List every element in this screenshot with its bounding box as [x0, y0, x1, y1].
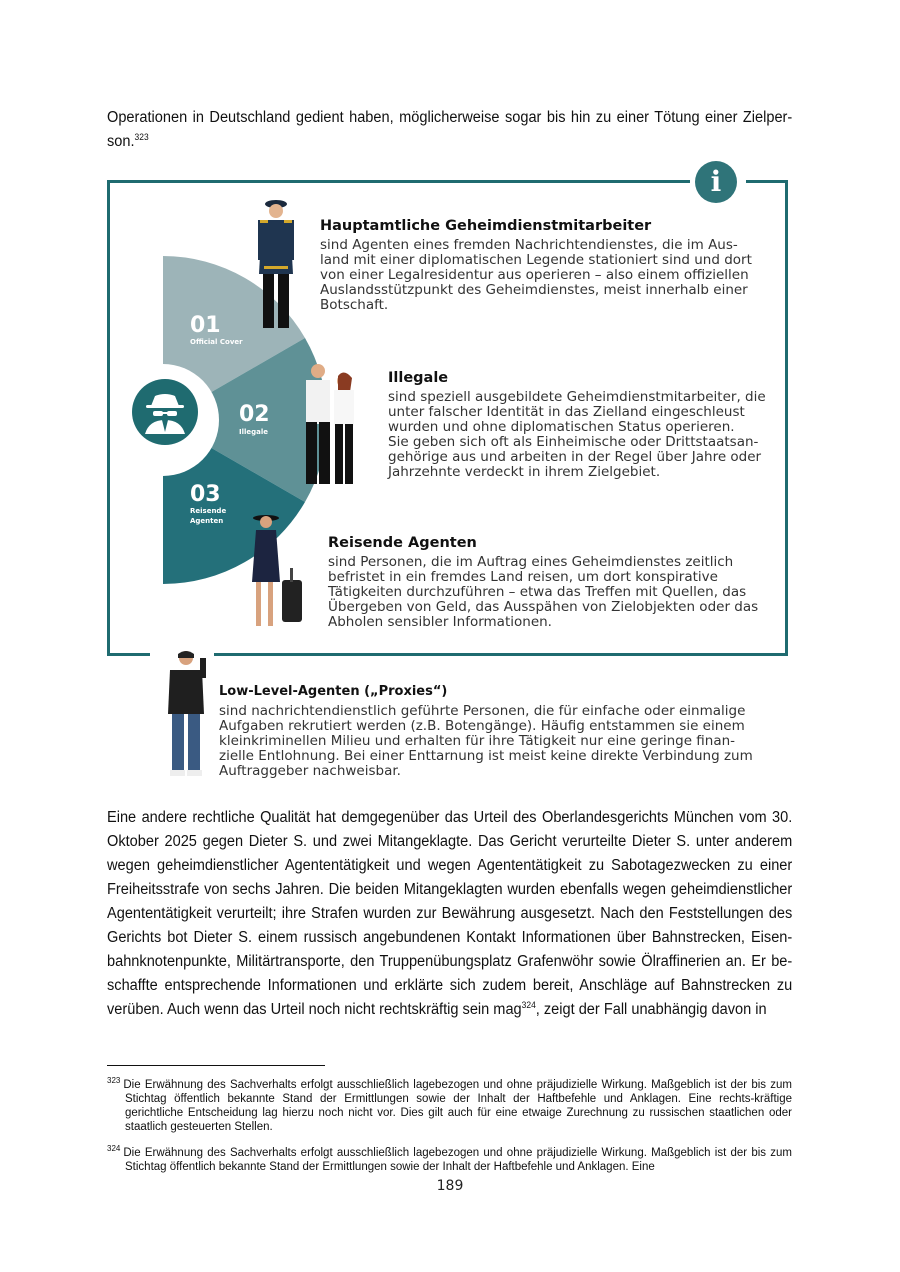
footnote-324	[107, 1142, 792, 1174]
block-reisende-agenten-text	[328, 555, 768, 630]
traveler-figure	[248, 510, 308, 630]
line: sind Agenten eines fremden Nachrichtendienstes, die im Aus-	[320, 237, 738, 253]
block-low-level-agents-heading: Low-Level-Agenten („Proxies“)	[219, 684, 448, 699]
line: Abholen sensibler Informationen.	[328, 614, 552, 630]
footnote-marker: 324	[107, 1144, 121, 1153]
line: Jahrzehnte verdeckt in ihrem Zielgebiet.	[388, 464, 661, 480]
block-official-cover-text	[320, 238, 770, 313]
main-paragraph-text-continued: , zeigt der Fall unabhängig davon in	[535, 1001, 767, 1018]
wedge-01-label: Official Cover	[190, 338, 243, 346]
wedge-01-number: 01	[190, 313, 221, 338]
main-paragraph	[107, 806, 792, 1022]
line: Sie geben sich oft als Einheimische oder Drittstaatsan-	[388, 434, 759, 450]
top-paragraph	[107, 106, 792, 154]
couple-figure	[296, 362, 370, 488]
info-icon: i	[695, 161, 737, 203]
main-paragraph-text: Eine andere rechtliche Qualität hat demgegenüber das Urteil des Oberlandesgerichts München vom 30. Oktober 2025 gegen Dieter S. und zwei Mitangeklagte. Das Gericht verurteilte Dieter S. unter anderem wegen geheimdienstlicher Agententätigkeit und wegen Agententätigkeit zu Sabotagezwecken zu einer Freiheitsstrafe von sechs Jahren. Die beiden Mitangeklagten wurden ebenfalls wegen geheimdienstlicher Agententätigkeit verurteilt; ihre Strafen wurden zur Bewährung ausgesetzt. Nach den Feststellungen des Gerichts bot Dieter S. einem russisch angebundenen Kontakt Informationen über Bahnstrecken, Eisen-bahnknotenpunkte, Militärtransporte, den Truppenübungsplatz Grafenwöhr sowie Ölraffinerien an. Er be-schaffte entsprechende Informationen und erklärte sich zudem bereit, Anschläge auf Bahnstrecken zu verüben. Auch wenn das Urteil noch nicht rechtskräftig sein mag	[107, 809, 793, 1018]
block-reisende-agenten-heading: Reisende Agenten	[328, 535, 477, 551]
line: Tätigkeiten durchzuführen – etwa das Treffen mit Quellen, das	[328, 584, 747, 600]
line: von einer Legalresidentur aus operieren – also einem offiziellen	[320, 267, 749, 283]
footnote-text: Die Erwähnung des Sachverhalts erfolgt ausschließlich lagebezogen und ohne präjudizielle Wirkung. Maßgeblich ist der bis zum Stichtag öffentlich bekannte Stand der Ermittlungen sowie der Inhalt der Haftbefehle und Anklagen. Eine	[123, 1146, 792, 1173]
footnote-323	[107, 1074, 792, 1134]
top-paragraph-text: Operationen in Deutschland gedient haben, möglicherweise sogar bis hin zu einer Tötung einer Zielper-son.	[107, 109, 793, 150]
line: land mit einer diplomatischen Legende stationiert sind und dort	[320, 252, 752, 268]
wedge-02-number: 02	[239, 402, 270, 427]
line: Auslandsstützpunkt des Geheimdienstes, meist innerhalb einer	[320, 282, 748, 298]
line: gehörige aus und arbeiten in der Regel über Jahre oder	[388, 449, 762, 465]
line: zielle Entlohnung. Bei einer Enttarnung ist meist keine direkte Verbindung zum	[219, 748, 753, 764]
block-illegale-heading: Illegale	[388, 370, 449, 386]
wedge-03-label-line2: Agenten	[190, 517, 224, 525]
block-low-level-agents	[219, 683, 779, 779]
line: unter falscher Identität in das Zielland eingeschleust	[388, 404, 745, 420]
line: Botschaft.	[320, 297, 389, 313]
footnote-rule	[107, 1065, 325, 1066]
block-illegale	[388, 369, 778, 480]
line: sind nachrichtendienstlich geführte Personen, die für einfache oder einmalige	[219, 703, 746, 719]
officer-figure	[250, 196, 302, 332]
line: Aufgaben rekrutiert werden (z.B. Botengänge). Häufig entstammen sie einem	[219, 718, 745, 734]
block-official-cover	[320, 217, 770, 313]
line: wurden und ohne diplomatischen Status operieren.	[388, 419, 735, 435]
wedge-03-number: 03	[190, 482, 221, 507]
footnote-marker: 323	[107, 1076, 121, 1085]
proxy-figure	[160, 648, 216, 780]
block-official-cover-heading: Hauptamtliche Geheimdienstmitarbeiter	[320, 218, 652, 234]
wedge-03-label-line1: Reisende	[190, 507, 227, 515]
line: sind speziell ausgebildete Geheimdienstmitarbeiter, die	[388, 389, 766, 405]
line: kleinkriminellen Milieu und erhalten für ihre Tätigkeit nur eine geringe finan-	[219, 733, 736, 749]
block-reisende-agenten	[328, 534, 768, 630]
footnote-ref-324[interactable]: 324	[521, 999, 536, 1010]
block-low-level-agents-text	[219, 704, 779, 779]
line: Übergeben von Geld, das Ausspähen von Zielobjekten oder das	[328, 599, 759, 615]
line: Auftraggeber nachweisbar.	[219, 763, 401, 779]
line: befristet in ein fremdes Land reisen, um dort konspirative	[328, 569, 718, 585]
line: sind Personen, die im Auftrag eines Geheimdienstes zeitlich	[328, 554, 734, 570]
page-number: 189	[436, 1178, 464, 1194]
footnote-text: Die Erwähnung des Sachverhalts erfolgt ausschließlich lagebezogen und ohne präjudizielle Wirkung. Maßgeblich ist der bis zum Stichtag öffentlich bekannte Stand der Ermittlungen sowie der Inhalt der Haftbefehle und Anklagen. Eine rechts-kräftige gerichtliche Entscheidung lag hierzu noch nicht vor. Dies gilt auch für eine etwaige Zurechnung zu russischen staatlichen oder staatlich gesteuerten Stellen.	[123, 1078, 792, 1133]
footnote-ref-323[interactable]: 323	[134, 131, 149, 142]
spy-icon	[131, 378, 199, 446]
wedge-02-label: Illegale	[239, 428, 269, 436]
block-illegale-text	[388, 390, 778, 480]
